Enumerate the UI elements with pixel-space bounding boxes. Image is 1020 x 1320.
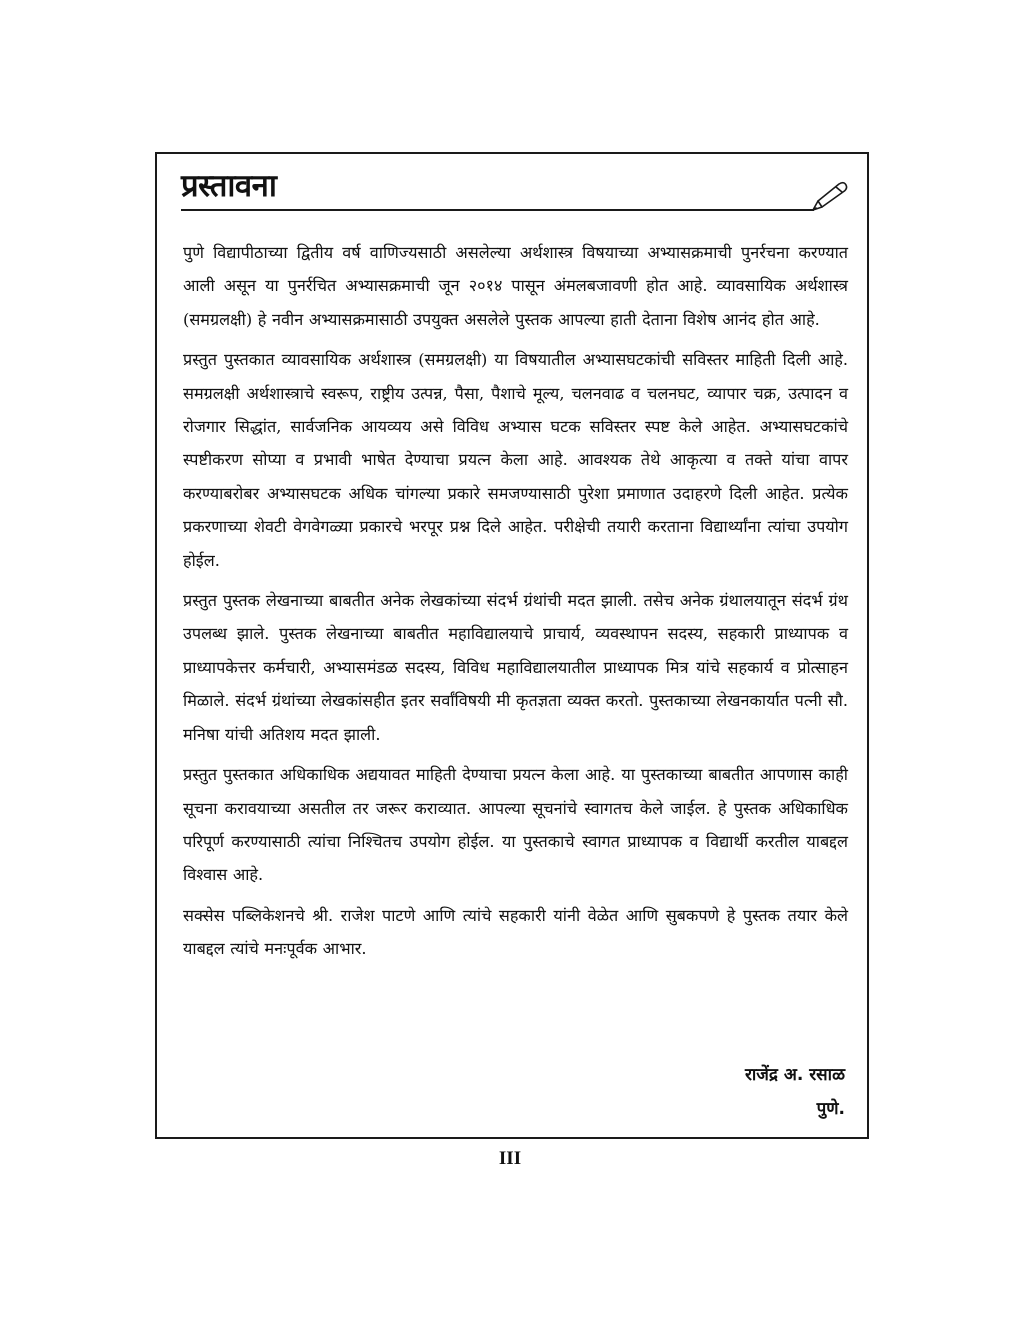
page-number: III xyxy=(498,1148,522,1169)
paragraph-4: प्रस्तुत पुस्तकात अधिकाधिक अद्ययावत माहिती देण्याचा प्रयत्न केला आहे. या पुस्तकाच्या बाबतीत आपणास काही सूचना करावयाच्या असतील तर जरूर कराव्यात. आपल्या सूचनांचे स्वागतच केले जाईल. हे पुस्तक अधिकाधिक परिपूर्ण करण्यासाठी त्यांचा निश्चितच उपयोग होईल. या पुस्तकाचे स्वागत प्राध्यापक व विद्यार्थी करतील याबद्दल विश्वास आहे. xyxy=(183,765,848,885)
paragraph-3: प्रस्तुत पुस्तक लेखनाच्या बाबतीत अनेक लेखकांच्या संदर्भ ग्रंथांची मदत झाली. तसेच अनेक ग्रंथालयातून संदर्भ ग्रंथ उपलब्ध झाले. पुस्तक लेखनाच्या बाबतीत महाविद्यालयाचे प्राचार्य, व्यवस्थापन सदस्य, सहकारी प्राध्यापक व प्राध्यापकेत्तर कर्मचारी, अभ्यासमंडळ सदस्य, विविध महाविद्यालयातील प्राध्यापक मित्र यांचे सहकार्य व प्रोत्साहन मिळाले. संदर्भ ग्रंथांच्या लेखकांसहीत इतर सर्वांविषयी मी कृतज्ञता व्यक्त करतो. पुस्तकाच्या लेखनकार्यात पत्नी सौ. मनिषा यांची अतिशय मदत झाली. xyxy=(183,591,848,744)
paragraph-5: सक्सेस पब्लिकेशनचे श्री. राजेश पाटणे आणि त्यांचे सहकारी यांनी वेळेत आणि सुबकपणे हे पुस्तक तयार केले याबद्दल त्यांचे मनःपूर्वक आभार. xyxy=(183,905,848,959)
page-title: प्रस्तावना xyxy=(181,168,277,204)
paragraph-1: पुणे विद्यापीठाच्या द्वितीय वर्ष वाणिज्यसाठी असलेल्या अर्थशास्त्र विषयाच्या अभ्यासक्रमाची पुनर्रचना करण्यात आली असून या पुनर्रचित अभ्यासक्रमाची जून २०१४ पासून अंमलबजावणी होत आहे. व्यावसायिक अर्थशास्त्र (समग्रलक्षी) हे नवीन अभ्यासक्रमासाठी उपयुक्त असलेले पुस्तक आपल्या हाती देताना विशेष आनंद होत आहे. xyxy=(183,243,848,329)
paragraph-2: प्रस्तुत पुस्तकात व्यावसायिक अर्थशास्त्र (समग्रलक्षी) या विषयातील अभ्यासघटकांची सविस्तर माहिती दिली आहे. समग्रलक्षी अर्थशास्त्राचे स्वरूप, राष्ट्रीय उत्पन्न, पैसा, पैशाचे मूल्य, चलनवाढ व चलनघट, व्यापार चक्र, उत्पादन व रोजगार सिद्धांत, सार्वजनिक आयव्यय असे विविध अभ्यास घटक सविस्तर स्पष्ट केले आहेत. अभ्यासघटकांचे स्पष्टीकरण सोप्या व प्रभावी भाषेत देण्याचा प्रयत्न केला आहे. आवश्यक तेथे आकृत्या व तक्ते यांचा वापर करण्याबरोबर अभ्यासघटक अधिक चांगल्या प्रकारे समजण्यासाठी पुरेशा प्रमाणात उदाहरणे दिली आहेत. प्रत्येक प्रकरणाच्या शेवटी वेगवेगळ्या प्रकारचे भरपूर प्रश्न दिले आहेत. परीक्षेची तयारी करताना विद्यार्थ्यांना त्यांचा उपयोग होईल. xyxy=(183,350,848,570)
author-place: पुणे. xyxy=(816,1099,845,1119)
author-name: राजेंद्र अ. रसाळ xyxy=(744,1065,845,1085)
preface-body xyxy=(183,236,848,973)
pen-icon xyxy=(809,180,849,214)
heading-underline xyxy=(181,209,814,211)
signature-block xyxy=(745,1058,845,1126)
